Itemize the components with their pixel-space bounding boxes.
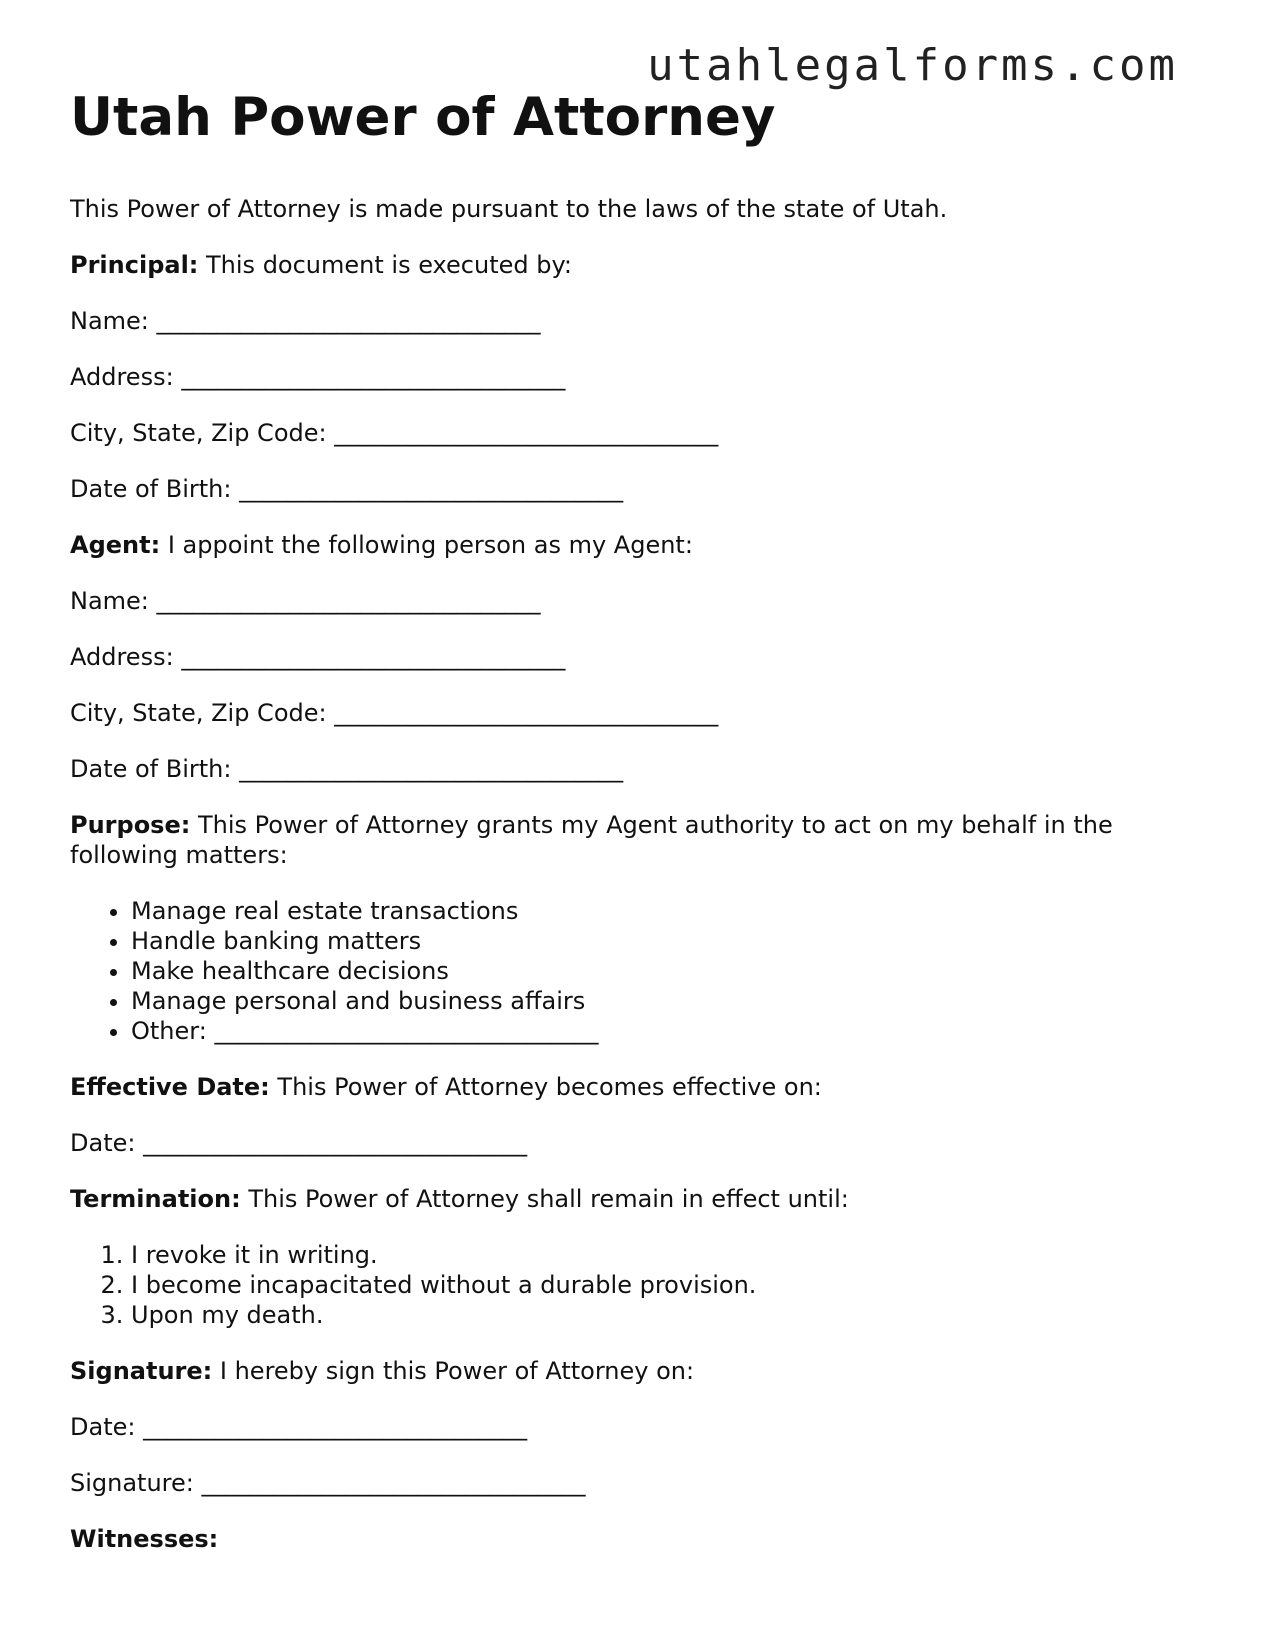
effective-text: This Power of Attorney becomes effective on:	[269, 1073, 822, 1101]
effective-date-field	[70, 1128, 1190, 1158]
signature-field	[70, 1468, 1190, 1498]
field-label: Date:	[70, 1129, 136, 1157]
field-label: City, State, Zip Code:	[70, 419, 327, 447]
principal-dob-field	[70, 474, 1190, 504]
list-item: • Handle banking matters	[131, 926, 1190, 956]
agent-heading: Agent:	[70, 531, 161, 559]
agent-address-blank[interactable]: ________________________________	[181, 643, 566, 671]
termination-list	[70, 1240, 1190, 1330]
field-label: Date of Birth:	[70, 475, 232, 503]
field-label: Name:	[70, 307, 149, 335]
purpose-section	[70, 810, 1150, 870]
agent-name-blank[interactable]: ________________________________	[156, 587, 541, 615]
witnesses-heading: Witnesses:	[70, 1525, 219, 1553]
purpose-list	[70, 896, 1190, 1046]
effective-section	[70, 1072, 1190, 1102]
purpose-heading: Purpose:	[70, 811, 191, 839]
list-item: • Manage real estate transactions	[131, 896, 1190, 926]
agent-dob-field	[70, 754, 1190, 784]
document-title: Utah Power of Attorney	[70, 87, 776, 148]
termination-heading: Termination:	[70, 1185, 241, 1213]
list-item: 1. I revoke it in writing.	[131, 1240, 1190, 1270]
signature-section	[70, 1356, 1190, 1386]
list-item-other	[131, 1016, 1190, 1046]
list-item: • Make healthcare decisions	[131, 956, 1190, 986]
principal-text: This document is executed by:	[198, 251, 573, 279]
intro-paragraph: This Power of Attorney is made pursuant to the laws of the state of Utah.	[70, 195, 948, 223]
list-item: 3. Upon my death.	[131, 1300, 1190, 1330]
principal-address-blank[interactable]: ________________________________	[181, 363, 566, 391]
site-watermark: utahlegalforms.com	[647, 40, 1178, 91]
signature-blank[interactable]: ________________________________	[201, 1469, 586, 1497]
effective-heading: Effective Date:	[70, 1073, 270, 1101]
principal-name-blank[interactable]: ________________________________	[156, 307, 541, 335]
signature-text: I hereby sign this Power of Attorney on:	[212, 1357, 695, 1385]
termination-section	[70, 1184, 1190, 1214]
document-page	[70, 86, 1190, 1580]
principal-dob-blank[interactable]: ________________________________	[239, 475, 624, 503]
signature-date-field	[70, 1412, 1190, 1442]
field-label: City, State, Zip Code:	[70, 699, 327, 727]
signature-date-blank[interactable]: ________________________________	[143, 1413, 528, 1441]
principal-address-field	[70, 362, 1190, 392]
agent-dob-blank[interactable]: ________________________________	[239, 755, 624, 783]
field-label: Signature:	[70, 1469, 194, 1497]
agent-city-blank[interactable]: ________________________________	[334, 699, 719, 727]
agent-name-field	[70, 586, 1190, 616]
principal-city-blank[interactable]: ________________________________	[334, 419, 719, 447]
purpose-other-blank[interactable]: ________________________________	[214, 1017, 599, 1045]
principal-name-field	[70, 306, 1190, 336]
termination-text: This Power of Attorney shall remain in effect until:	[240, 1185, 849, 1213]
field-label: Address:	[70, 363, 174, 391]
list-item: 2. I become incapacitated without a durable provision.	[131, 1270, 1190, 1300]
field-label: Name:	[70, 587, 149, 615]
list-item: • Manage personal and business affairs	[131, 986, 1190, 1016]
agent-city-field	[70, 698, 1190, 728]
field-label: Date:	[70, 1413, 136, 1441]
other-label: Other:	[131, 1017, 207, 1045]
effective-date-blank[interactable]: ________________________________	[143, 1129, 528, 1157]
agent-section	[70, 530, 1190, 560]
field-label: Address:	[70, 643, 174, 671]
purpose-text: This Power of Attorney grants my Agent authority to act on my behalf in the following matters:	[70, 811, 1113, 869]
agent-text: I appoint the following person as my Agent:	[160, 531, 693, 559]
signature-heading: Signature:	[70, 1357, 213, 1385]
principal-section	[70, 250, 1190, 280]
agent-address-field	[70, 642, 1190, 672]
principal-city-field	[70, 418, 1190, 448]
field-label: Date of Birth:	[70, 755, 232, 783]
witnesses-section	[70, 1524, 1190, 1554]
principal-heading: Principal:	[70, 251, 199, 279]
